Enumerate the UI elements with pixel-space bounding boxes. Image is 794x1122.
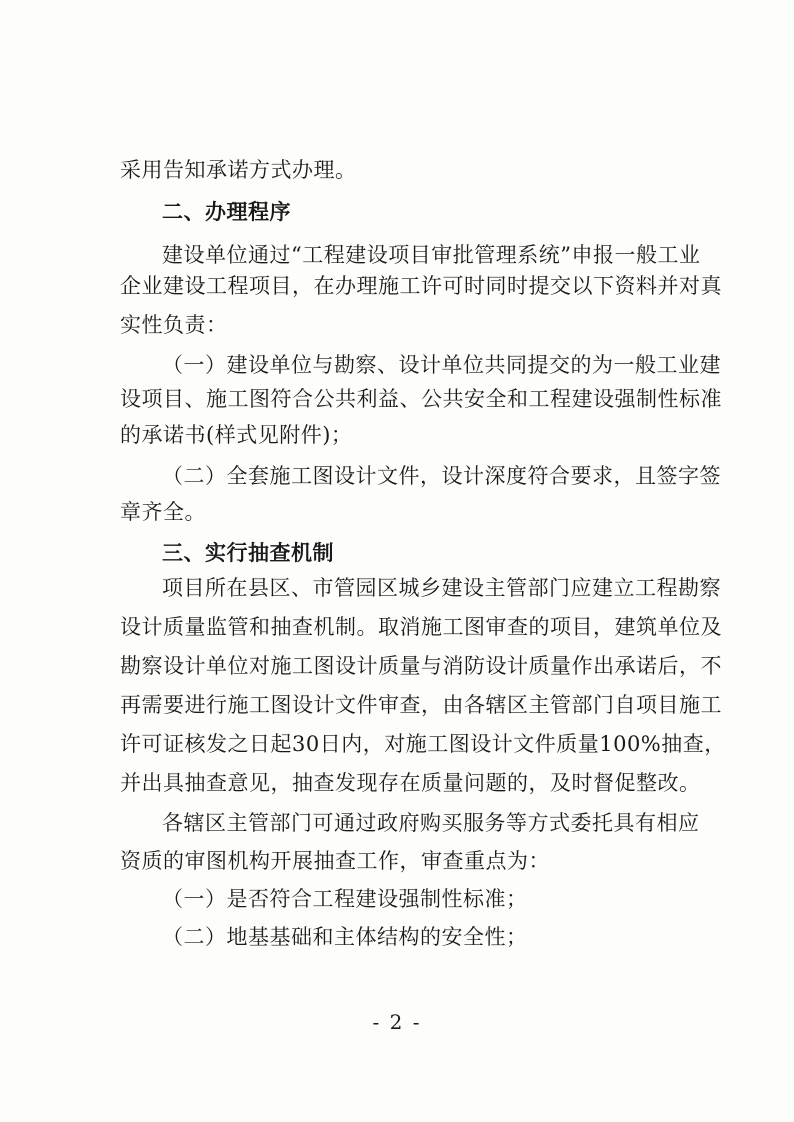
paragraph-line: 并出具抽查意见，抽查发现存在质量问题的，及时督促整改。 — [120, 771, 701, 795]
list-item-line: （二）全套施工图设计文件，设计深度符合要求，且签字签 — [162, 464, 721, 488]
list-item-line: （一）是否符合工程建设强制性标准； — [162, 887, 528, 911]
section-heading-spot-check: 三、实行抽查机制 — [162, 541, 334, 565]
list-item-line: 章齐全。 — [120, 500, 206, 524]
paragraph-line: 建设单位通过“工程建设项目审批管理系统”申报一般工业 — [162, 243, 701, 267]
paragraph-line: 项目所在县区、市管园区城乡建设主管部门应建立工程勘察 — [162, 576, 721, 600]
paragraph-line: 资质的审图机构开展抽查工作，审查重点为： — [120, 849, 550, 873]
paragraph-line: 企业建设工程项目，在办理施工许可时同时提交以下资料并对真 — [120, 274, 722, 298]
paragraph-line: 勘察设计单位对施工图设计质量与消防设计质量作出承诺后，不 — [120, 654, 722, 678]
list-item-line: （二）地基基础和主体结构的安全性； — [162, 925, 528, 949]
list-item-line: （一）建设单位与勘察、设计单位共同提交的为一般工业建 — [162, 353, 721, 377]
list-item-line: 的承诺书(样式见附件)； — [120, 423, 353, 447]
paragraph-line: 各辖区主管部门可通过政府购买服务等方式委托具有相应 — [162, 811, 700, 835]
paragraph-line: 再需要进行施工图设计文件审查，由各辖区主管部门自项目施工 — [120, 693, 722, 717]
paragraph-continuation: 采用告知承诺方式办理。 — [120, 158, 357, 182]
paragraph-line: 许可证核发之日起30日内，对施工图设计文件质量100%抽查， — [120, 732, 726, 756]
list-item-line: 设项目、施工图符合公共利益、公共安全和工程建设强制性标准 — [120, 387, 722, 411]
section-heading-procedure: 二、办理程序 — [162, 200, 291, 224]
paragraph-line: 实性负责： — [120, 313, 228, 337]
page-number: - 2 - — [372, 1010, 422, 1034]
paragraph-line: 设计质量监管和抽查机制。取消施工图审查的项目，建筑单位及 — [120, 615, 722, 639]
